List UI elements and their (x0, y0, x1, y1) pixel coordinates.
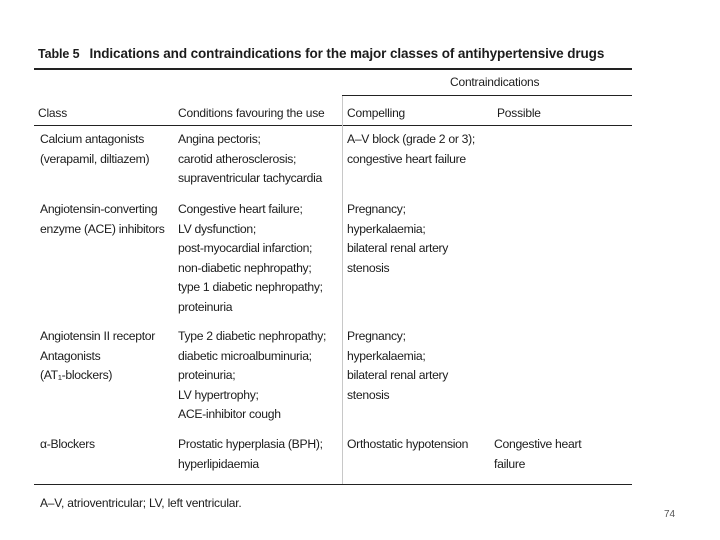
bottom-rule (34, 484, 632, 485)
group-rule (342, 95, 632, 96)
column-divider (342, 96, 343, 484)
table-footnote: A–V, atrioventricular; LV, left ventricular. (40, 496, 242, 510)
header-rule (34, 125, 632, 126)
row-2-compelling: Pregnancy; hyperkalaemia; bilateral renal artery stenosis (347, 202, 449, 275)
row-4-compelling: Orthostatic hypotension (347, 437, 469, 451)
row-3-class: Angiotensin II receptor Antagonists (AT₁-blockers) (40, 329, 156, 382)
col-header-possible: Possible (497, 106, 541, 120)
page-number: 74 (664, 509, 676, 520)
row-1-compelling: A–V block (grade 2 or 3); congestive heart failure (347, 132, 475, 166)
table-title: Indications and contraindications for the major classes of antihypertensive drugs (89, 46, 605, 61)
col-header-compelling: Compelling (347, 106, 406, 120)
top-rule (34, 68, 632, 70)
row-4-possible: Congestive heart failure (494, 437, 582, 471)
row-3-compelling: Pregnancy; hyperkalaemia; bilateral renal artery stenosis (347, 329, 449, 402)
row-1-favouring: Angina pectoris; carotid atherosclerosis; supraventricular tachycardia (178, 132, 323, 185)
row-2-favouring: Congestive heart failure; LV dysfunction; post-myocardial infarction; non-diabetic nephropathy; type 1 diabetic nephropathy; proteinuria (178, 202, 323, 314)
row-1-class: Calcium antagonists (verapamil, diltiazem) (40, 132, 150, 166)
row-4-favouring: Prostatic hyperplasia (BPH); hyperlipidaemia (178, 437, 323, 471)
row-3-favouring: Type 2 diabetic nephropathy; diabetic microalbuminuria; proteinuria; LV hypertrophy; ACE-inhibitor cough (178, 329, 327, 421)
col-header-class: Class (38, 106, 68, 120)
table-number: Table 5 (38, 47, 80, 61)
col-header-favouring: Conditions favouring the use (178, 106, 325, 120)
row-2-class: Angiotensin-converting enzyme (ACE) inhibitors (40, 202, 165, 236)
contraindications-group-header: Contraindications (450, 75, 540, 89)
table-caption (38, 46, 604, 61)
row-4-class: α-Blockers (40, 437, 95, 451)
